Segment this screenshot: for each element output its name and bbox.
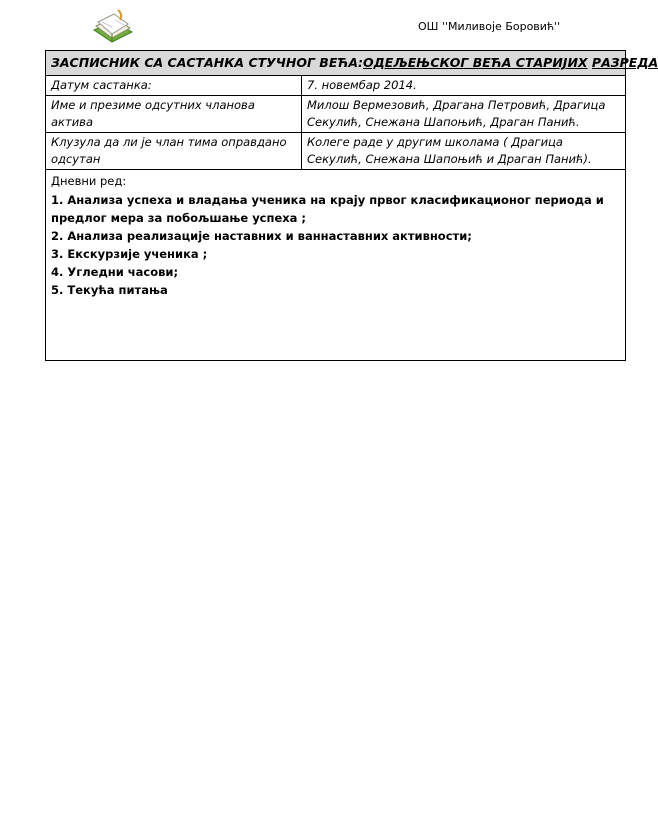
title-prefix: ЗАСПИСНИК СА САСТАНКА СТУЧНОГ ВЕЋА: [51, 55, 364, 70]
title-committee: ОДЕЉЕЊСКОГ ВЕЋА СТАРИЈИХ [363, 55, 588, 70]
table-row [46, 133, 626, 170]
title-grades: РАЗРЕДА [591, 55, 658, 70]
agenda-item: 2. Анализа реализације наставних и ваннаставних активности; [51, 229, 472, 243]
agenda-cell [46, 170, 626, 361]
meeting-date-value: 7. новембар 2014. [302, 76, 626, 96]
absent-members-label: Име и презиме одсутних чланова актива [46, 96, 302, 133]
minutes-table [45, 50, 658, 361]
agenda-item: 5. Текућа питања [51, 283, 168, 297]
agenda-list [51, 191, 621, 299]
school-name: ОШ ''Миливоје Боровић'' [418, 20, 561, 33]
open-book-logo-icon [90, 8, 136, 48]
table-row [46, 96, 626, 133]
title-row [46, 51, 626, 76]
table-row [46, 76, 626, 96]
meeting-date-label: Датум састанка: [46, 76, 302, 96]
minutes-title [46, 51, 658, 76]
justified-absence-label: Клузула да ли је члан тима оправдано одсутан [46, 133, 302, 170]
absent-members-value: Милош Вермезовић, Драгана Петровић, Драгица Секулић, Снежана Шапоњић, Драган Панић. [302, 96, 626, 133]
agenda-heading: Дневни ред: [51, 174, 127, 188]
justified-absence-value: Колеге раде у другим школама ( Драгица Секулић, Снежана Шапоњић и Драган Панић). [302, 133, 626, 170]
agenda-row [46, 170, 626, 361]
agenda-item: 4. Угледни часови; [51, 265, 179, 279]
agenda-item: 3. Екскурзије ученика ; [51, 247, 208, 261]
agenda-item: 1. Анализа успеха и владања ученика на крају првог класификационог периода и предлог мера за побољшање успеха ; [51, 193, 604, 225]
